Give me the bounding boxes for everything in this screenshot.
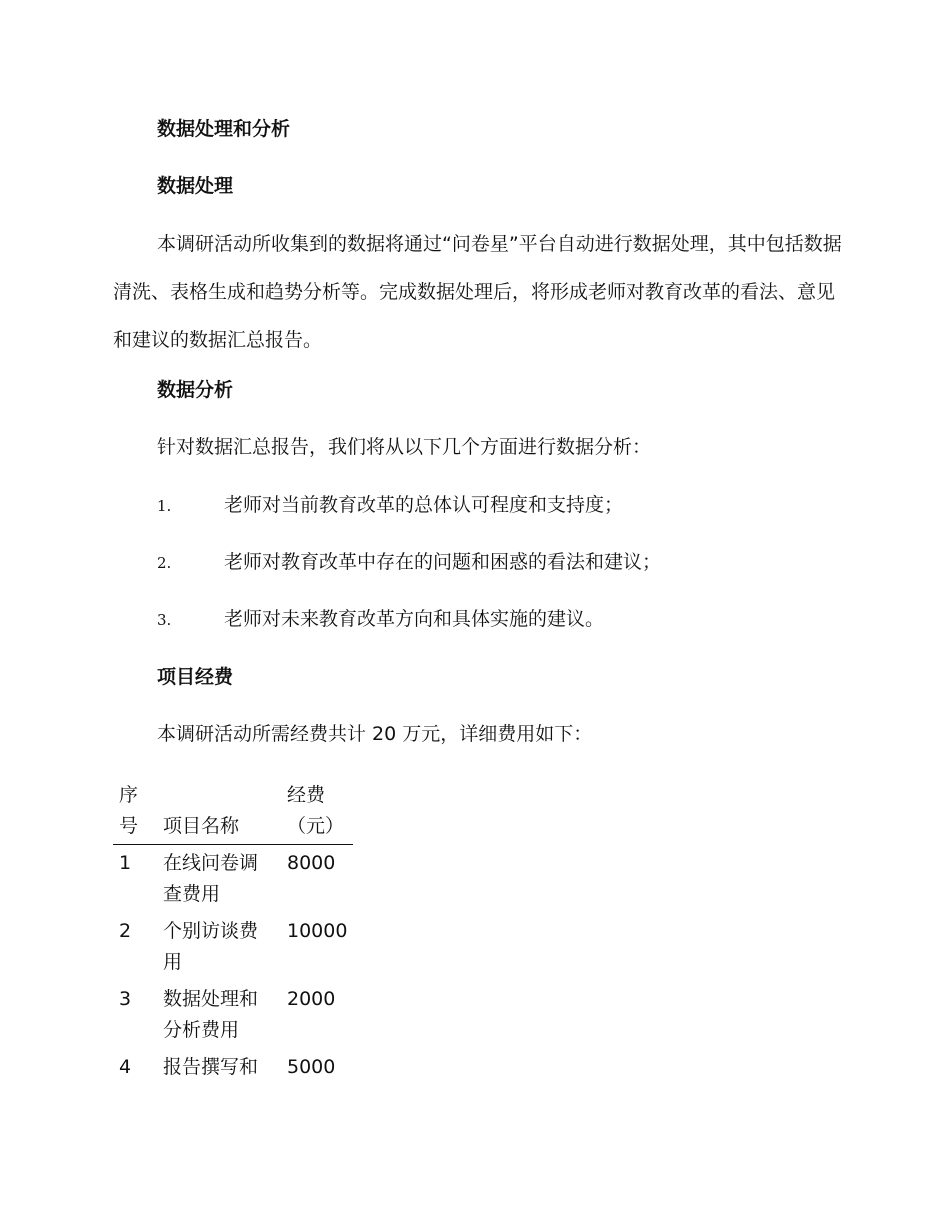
- table-row: [113, 845, 353, 914]
- cell-name: 个别访谈费用: [163, 920, 259, 973]
- column-header-name: 项目名称: [157, 780, 281, 845]
- section-title: 数据处理和分析: [157, 118, 291, 140]
- cell-no: 4: [119, 1056, 132, 1078]
- cell-no: 3: [119, 988, 132, 1010]
- list-text: 老师对未来教育改革方向和具体实施的建议。: [224, 608, 605, 630]
- analysis-list-item: [157, 548, 661, 577]
- list-text: 老师对当前教育改革的总体认可程度和支持度；: [224, 494, 624, 516]
- cell-no: 1: [119, 852, 132, 874]
- table-row: [113, 981, 353, 1049]
- table-row: [113, 913, 353, 981]
- budget-table: [113, 780, 353, 1086]
- budget-intro: 本调研活动所需经费共计 20 万元，详细费用如下：: [157, 723, 593, 745]
- table-header-row: [113, 780, 353, 845]
- cell-fee: 8000: [287, 852, 336, 874]
- analysis-list-item: [157, 491, 623, 520]
- analysis-intro: 针对数据汇总报告，我们将从以下几个方面进行数据分析：: [157, 436, 652, 458]
- column-header-no: 序号: [113, 780, 157, 845]
- cell-fee: 2000: [287, 988, 336, 1010]
- cell-fee: 10000: [287, 920, 348, 942]
- processing-paragraph: 本调研活动所收集到的数据将通过“问卷星”平台自动进行数据处理，其中包括数据清洗、表格生成和趋势分析等。完成数据处理后，将形成老师对教育改革的看法、意见和建议的数据汇总报告。: [113, 233, 842, 351]
- cell-no: 2: [119, 920, 132, 942]
- table-row: [113, 1049, 353, 1086]
- cell-name: 数据处理和分析费用: [163, 988, 259, 1041]
- processing-heading: 数据处理: [157, 175, 234, 197]
- analysis-heading: 数据分析: [157, 379, 234, 401]
- cell-name: 报告撰写和: [163, 1056, 259, 1078]
- analysis-list-item: [157, 605, 604, 634]
- cell-name: 在线问卷调查费用: [163, 852, 259, 905]
- column-header-fee: 经费（元）: [281, 780, 353, 845]
- budget-heading: 项目经费: [157, 666, 234, 688]
- list-text: 老师对教育改革中存在的问题和困惑的看法和建议；: [224, 551, 662, 573]
- list-number: 1.: [157, 497, 172, 515]
- list-number: 2.: [157, 554, 172, 572]
- list-number: 3.: [157, 611, 172, 629]
- cell-fee: 5000: [287, 1056, 336, 1078]
